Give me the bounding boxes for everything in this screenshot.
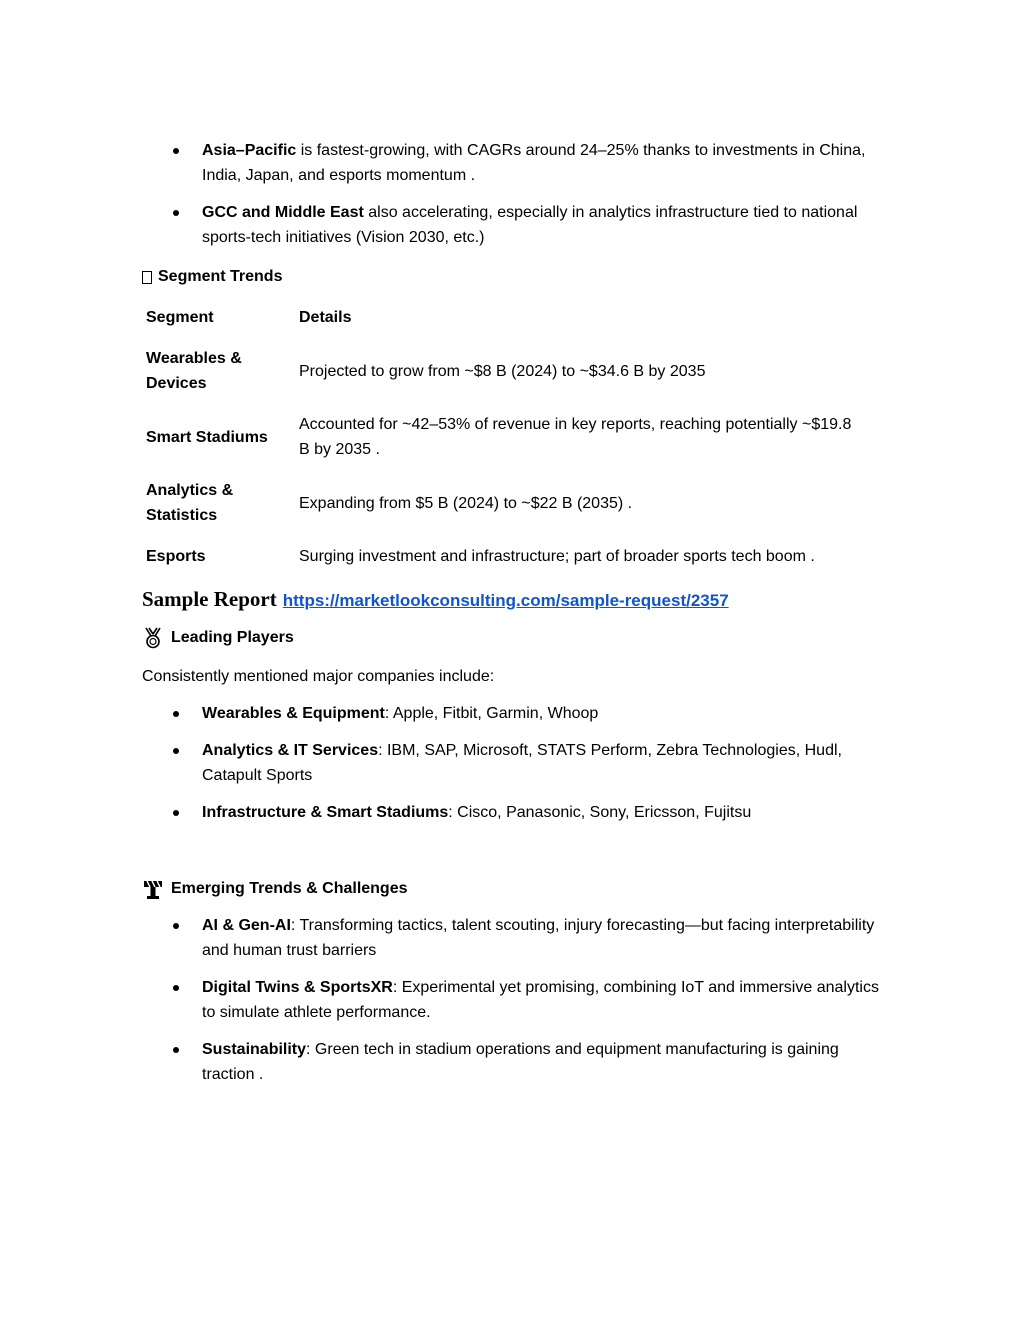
item-bold: Infrastructure & Smart Stadiums — [202, 804, 449, 821]
leading-players-list — [142, 701, 887, 825]
list-item — [142, 701, 887, 726]
cell-segment: Wearables & Devices — [146, 350, 242, 392]
sample-report-label: Sample Report — [142, 587, 277, 611]
bullet-icon — [173, 1047, 179, 1053]
document-page — [142, 138, 887, 1099]
list-item — [142, 913, 887, 963]
segment-table — [142, 301, 862, 573]
bullet-icon — [173, 148, 179, 154]
item-text: : Transforming tactics, talent scouting, injury forecasting—but facing interpretability and human trust barriers — [202, 917, 875, 959]
emerging-trends-list — [142, 913, 887, 1087]
item-bold: Wearables & Equipment — [202, 705, 385, 722]
cell-details: Expanding from $5 B (2024) to ~$22 B (2035) . — [299, 494, 633, 512]
list-item — [142, 200, 887, 250]
cell-segment: Smart Stadiums — [146, 428, 268, 446]
medal-icon — [142, 627, 164, 649]
item-text: also accelerating, especially in analytics infrastructure tied to national sports-tech initiatives (Vision 2030, etc.) — [202, 204, 858, 246]
item-text: : IBM, SAP, Microsoft, STATS Perform, Zebra Technologies, Hudl, Catapult Sports — [202, 742, 842, 784]
header-segment: Segment — [146, 309, 214, 326]
item-bold: Analytics & IT Services — [202, 742, 379, 759]
bullet-icon — [173, 923, 179, 929]
list-item — [142, 138, 887, 188]
item-bold: Asia–Pacific — [202, 142, 297, 159]
bullet-icon — [173, 711, 179, 717]
regional-bullets — [142, 138, 887, 250]
item-bold: AI & Gen-AI — [202, 917, 291, 934]
table-header-row — [142, 301, 862, 342]
leading-players-intro: Consistently mentioned major companies include: — [142, 668, 495, 685]
sample-report-link[interactable]: https://marketlookconsulting.com/sample-request/2357 — [282, 591, 729, 610]
cell-details: Projected to grow from ~$8 B (2024) to ~$34.6 B by 2035 — [299, 362, 706, 380]
item-bold: Sustainability — [202, 1041, 307, 1058]
bullet-icon — [173, 810, 179, 816]
item-text: : Green tech in stadium operations and equipment manufacturing is gaining traction . — [202, 1041, 839, 1083]
table-row — [142, 342, 862, 408]
item-text: : Apple, Fitbit, Garmin, Whoop — [384, 705, 599, 722]
list-item — [142, 1037, 887, 1087]
bullet-icon — [173, 985, 179, 991]
cell-details: Surging investment and infrastructure; part of broader sports tech boom . — [299, 548, 815, 565]
list-item — [142, 800, 887, 825]
bullet-icon — [173, 748, 179, 754]
segment-trends-heading: Segment Trends — [142, 265, 887, 289]
item-bold: Digital Twins & SportsXR — [202, 979, 393, 996]
list-item — [142, 738, 887, 788]
table-row — [142, 408, 862, 474]
cell-segment: Analytics & Statistics — [146, 482, 234, 524]
emerging-trends-heading: Emerging Trends & Challenges — [142, 877, 887, 901]
missing-glyph-icon — [142, 271, 152, 284]
sample-report-line — [142, 587, 887, 612]
item-text: : Experimental yet promising, combining IoT and immersive analytics to simulate athlete performance. — [202, 979, 879, 1021]
cell-details: Accounted for ~42–53% of revenue in key reports, reaching potentially ~$19.8 B by 2035 . — [299, 416, 852, 458]
item-text: is fastest-growing, with CAGRs around 24–25% thanks to investments in China, India, Japan, and esports momentum . — [202, 142, 866, 184]
table-row — [142, 540, 862, 573]
table-row — [142, 474, 862, 540]
cell-segment: Esports — [146, 548, 206, 565]
leading-players-heading: Leading Players — [142, 626, 887, 650]
construction-sign-icon — [142, 878, 164, 900]
list-item — [142, 975, 887, 1025]
item-bold: GCC and Middle East — [202, 204, 364, 221]
bullet-icon — [173, 210, 179, 216]
item-text: : Cisco, Panasonic, Sony, Ericsson, Fujitsu — [448, 804, 752, 821]
header-details: Details — [299, 309, 352, 326]
